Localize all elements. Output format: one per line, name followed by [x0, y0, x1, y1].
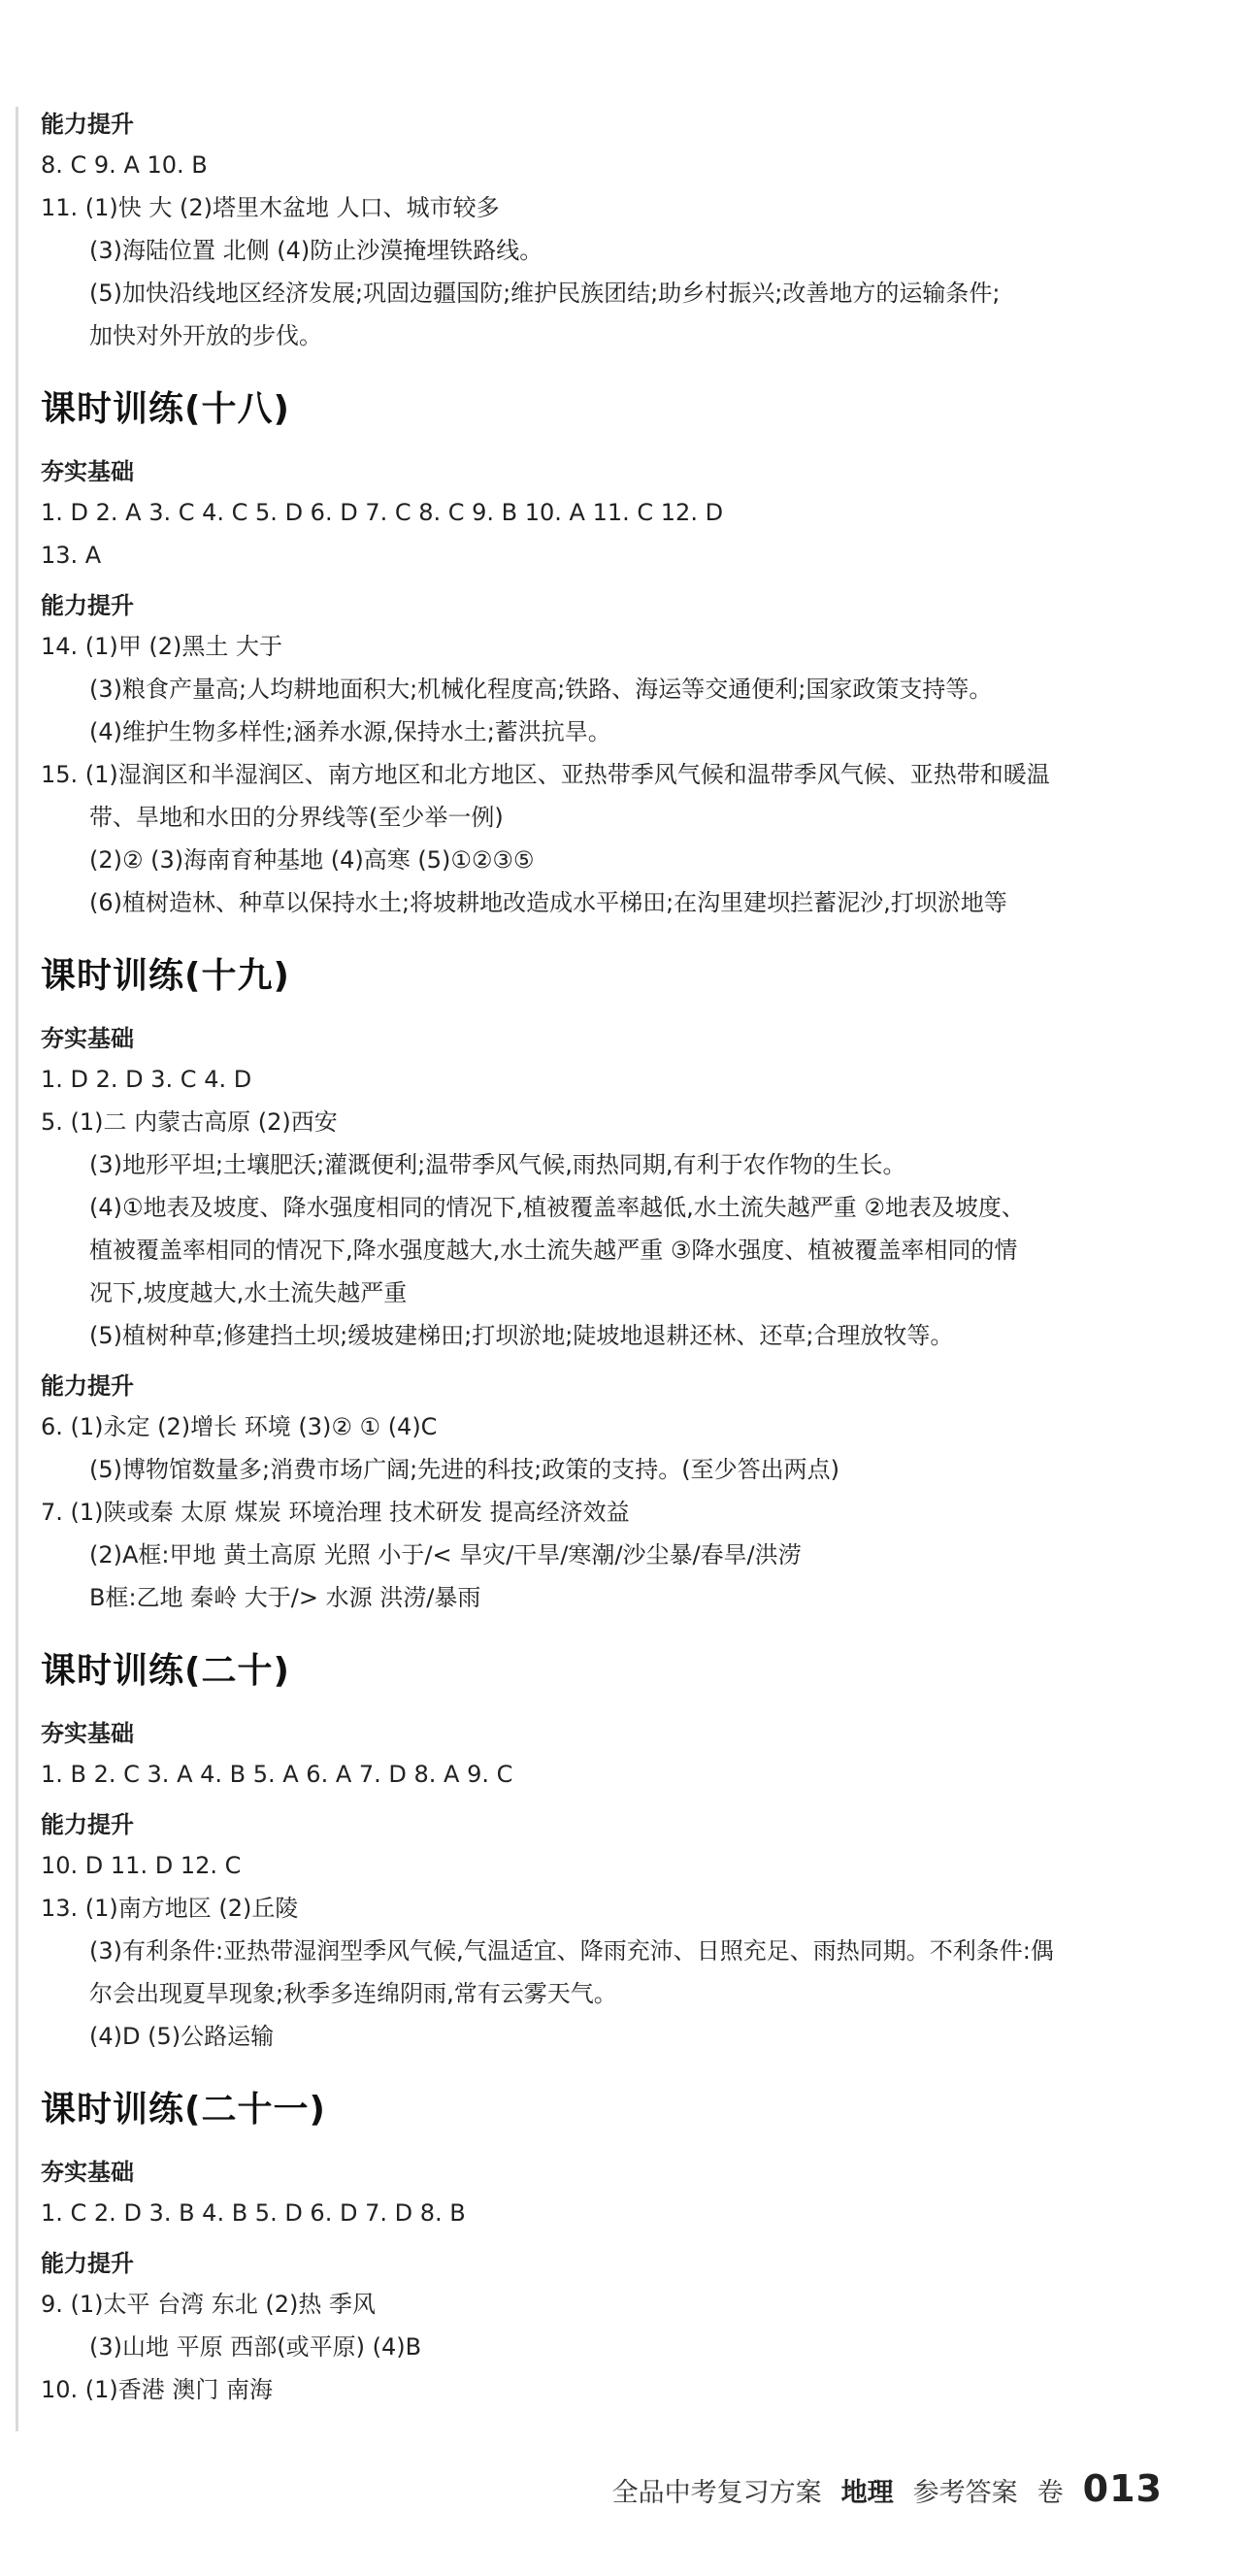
answer-line: (3)海陆位置 北侧 (4)防止沙漠掩埋铁路线。: [89, 237, 543, 264]
footer-subject: 地理: [840, 2478, 894, 2508]
section-subheading: 夯实基础: [41, 1025, 134, 1052]
answer-line: 7. (1)陕或秦 太原 煤炭 环境治理 技术研发 提高经济效益: [41, 1499, 630, 1526]
section-subheading: 能力提升: [41, 111, 134, 138]
answer-line: 1. D 2. D 3. C 4. D: [41, 1066, 252, 1093]
answer-line: (3)地形平坦;土壤肥沃;灌溉便利;温带季风气候,雨热同期,有利于农作物的生长。: [89, 1151, 906, 1178]
footer-book-title: 全品中考复习方案: [611, 2478, 822, 2508]
footer-volume: 卷: [1036, 2478, 1064, 2508]
answer-line: (5)博物馆数量多;消费市场广阔;先进的科技;政策的支持。(至少答出两点): [89, 1456, 839, 1483]
section-subheading: 能力提升: [41, 592, 134, 619]
answer-line: (4)维护生物多样性;涵养水源,保持水土;蓄洪抗旱。: [89, 718, 611, 745]
section-subheading: 夯实基础: [41, 1720, 134, 1747]
answer-line: 1. D 2. A 3. C 4. C 5. D 6. D 7. C 8. C 9. B 10. A 11. C 12. D: [41, 499, 724, 526]
section-heading: 课时训练(二十): [41, 1651, 290, 1691]
answer-line: 9. (1)太平 台湾 东北 (2)热 季风: [41, 2291, 377, 2318]
answer-line: (5)植树种草;修建挡土坝;缓坡建梯田;打坝淤地;陡坡地退耕还林、还草;合理放牧等。: [89, 1322, 954, 1349]
section-heading: 课时训练(二十一): [41, 2090, 326, 2130]
answer-line: 10. D 11. D 12. C: [41, 1852, 242, 1879]
margin-rule: [16, 107, 18, 2431]
section-subheading: 能力提升: [41, 2250, 134, 2277]
answer-line: 植被覆盖率相同的情况下,降水强度越大,水土流失越严重 ③降水强度、植被覆盖率相同的情: [89, 1237, 1018, 1264]
answer-line: (3)山地 平原 西部(或平原) (4)B: [89, 2333, 422, 2361]
answer-line: (5)加快沿线地区经济发展;巩固边疆国防;维护民族团结;助乡村振兴;改善地方的运输条件;: [89, 280, 1001, 307]
answer-line: (4)①地表及坡度、降水强度相同的情况下,植被覆盖率越低,水土流失越严重 ②地表及坡度、: [89, 1194, 1025, 1221]
section-subheading: 能力提升: [41, 1811, 134, 1838]
section-subheading: 夯实基础: [41, 2159, 134, 2186]
answer-content: [41, 107, 1186, 2411]
section-heading: 课时训练(十八): [41, 389, 290, 429]
answer-line: (2)② (3)海南育种基地 (4)高寒 (5)①②③⑤: [89, 846, 535, 874]
answer-line: B框:乙地 秦岭 大于/> 水源 洪涝/暴雨: [89, 1584, 481, 1611]
answer-line: (4)D (5)公路运输: [89, 2023, 275, 2050]
answer-line: 11. (1)快 大 (2)塔里木盆地 人口、城市较多: [41, 194, 500, 221]
answer-line: 8. C 9. A 10. B: [41, 151, 208, 179]
answer-line: 带、旱地和水田的分界线等(至少举一例): [89, 804, 504, 831]
section-subheading: 能力提升: [41, 1372, 134, 1400]
answer-line: 5. (1)二 内蒙古高原 (2)西安: [41, 1108, 338, 1136]
page-footer: [612, 2467, 1163, 2510]
answer-line: 况下,坡度越大,水土流失越严重: [89, 1279, 408, 1306]
section-subheading: 夯实基础: [41, 458, 134, 485]
answer-line: 加快对外开放的步伐。: [89, 322, 322, 349]
answer-line: 1. B 2. C 3. A 4. B 5. A 6. A 7. D 8. A 9. C: [41, 1761, 513, 1788]
answer-line: (6)植树造林、种草以保持水土;将坡耕地改造成水平梯田;在沟里建坝拦蓄泥沙,打坝淤地等: [89, 889, 1007, 916]
answer-line: 15. (1)湿润区和半湿润区、南方地区和北方地区、亚热带季风气候和温带季风气候、亚热带和暖温: [41, 761, 1050, 788]
page-number: 013: [1082, 2467, 1163, 2510]
answer-line: 尔会出现夏旱现象;秋季多连绵阴雨,常有云雾天气。: [89, 1980, 617, 2007]
footer-section: 参考答案: [912, 2478, 1018, 2508]
answer-line: 6. (1)永定 (2)增长 环境 (3)② ① (4)C: [41, 1413, 438, 1440]
answer-line: 10. (1)香港 澳门 南海: [41, 2376, 274, 2403]
answer-line: 14. (1)甲 (2)黑土 大于: [41, 633, 283, 660]
answer-line: (3)有利条件:亚热带湿润型季风气候,气温适宜、降雨充沛、日照充足、雨热同期。不利条件:偶: [89, 1937, 1054, 1965]
answer-line: (3)粮食产量高;人均耕地面积大;机械化程度高;铁路、海运等交通便利;国家政策支持等。: [89, 676, 993, 703]
answer-line: 13. A: [41, 542, 102, 569]
answer-line: (2)A框:甲地 黄土高原 光照 小于/< 旱灾/干旱/寒潮/沙尘暴/春旱/洪涝: [89, 1541, 802, 1569]
section-heading: 课时训练(十九): [41, 956, 290, 996]
answer-line: 1. C 2. D 3. B 4. B 5. D 6. D 7. D 8. B: [41, 2199, 466, 2227]
answer-line: 13. (1)南方地区 (2)丘陵: [41, 1895, 299, 1922]
